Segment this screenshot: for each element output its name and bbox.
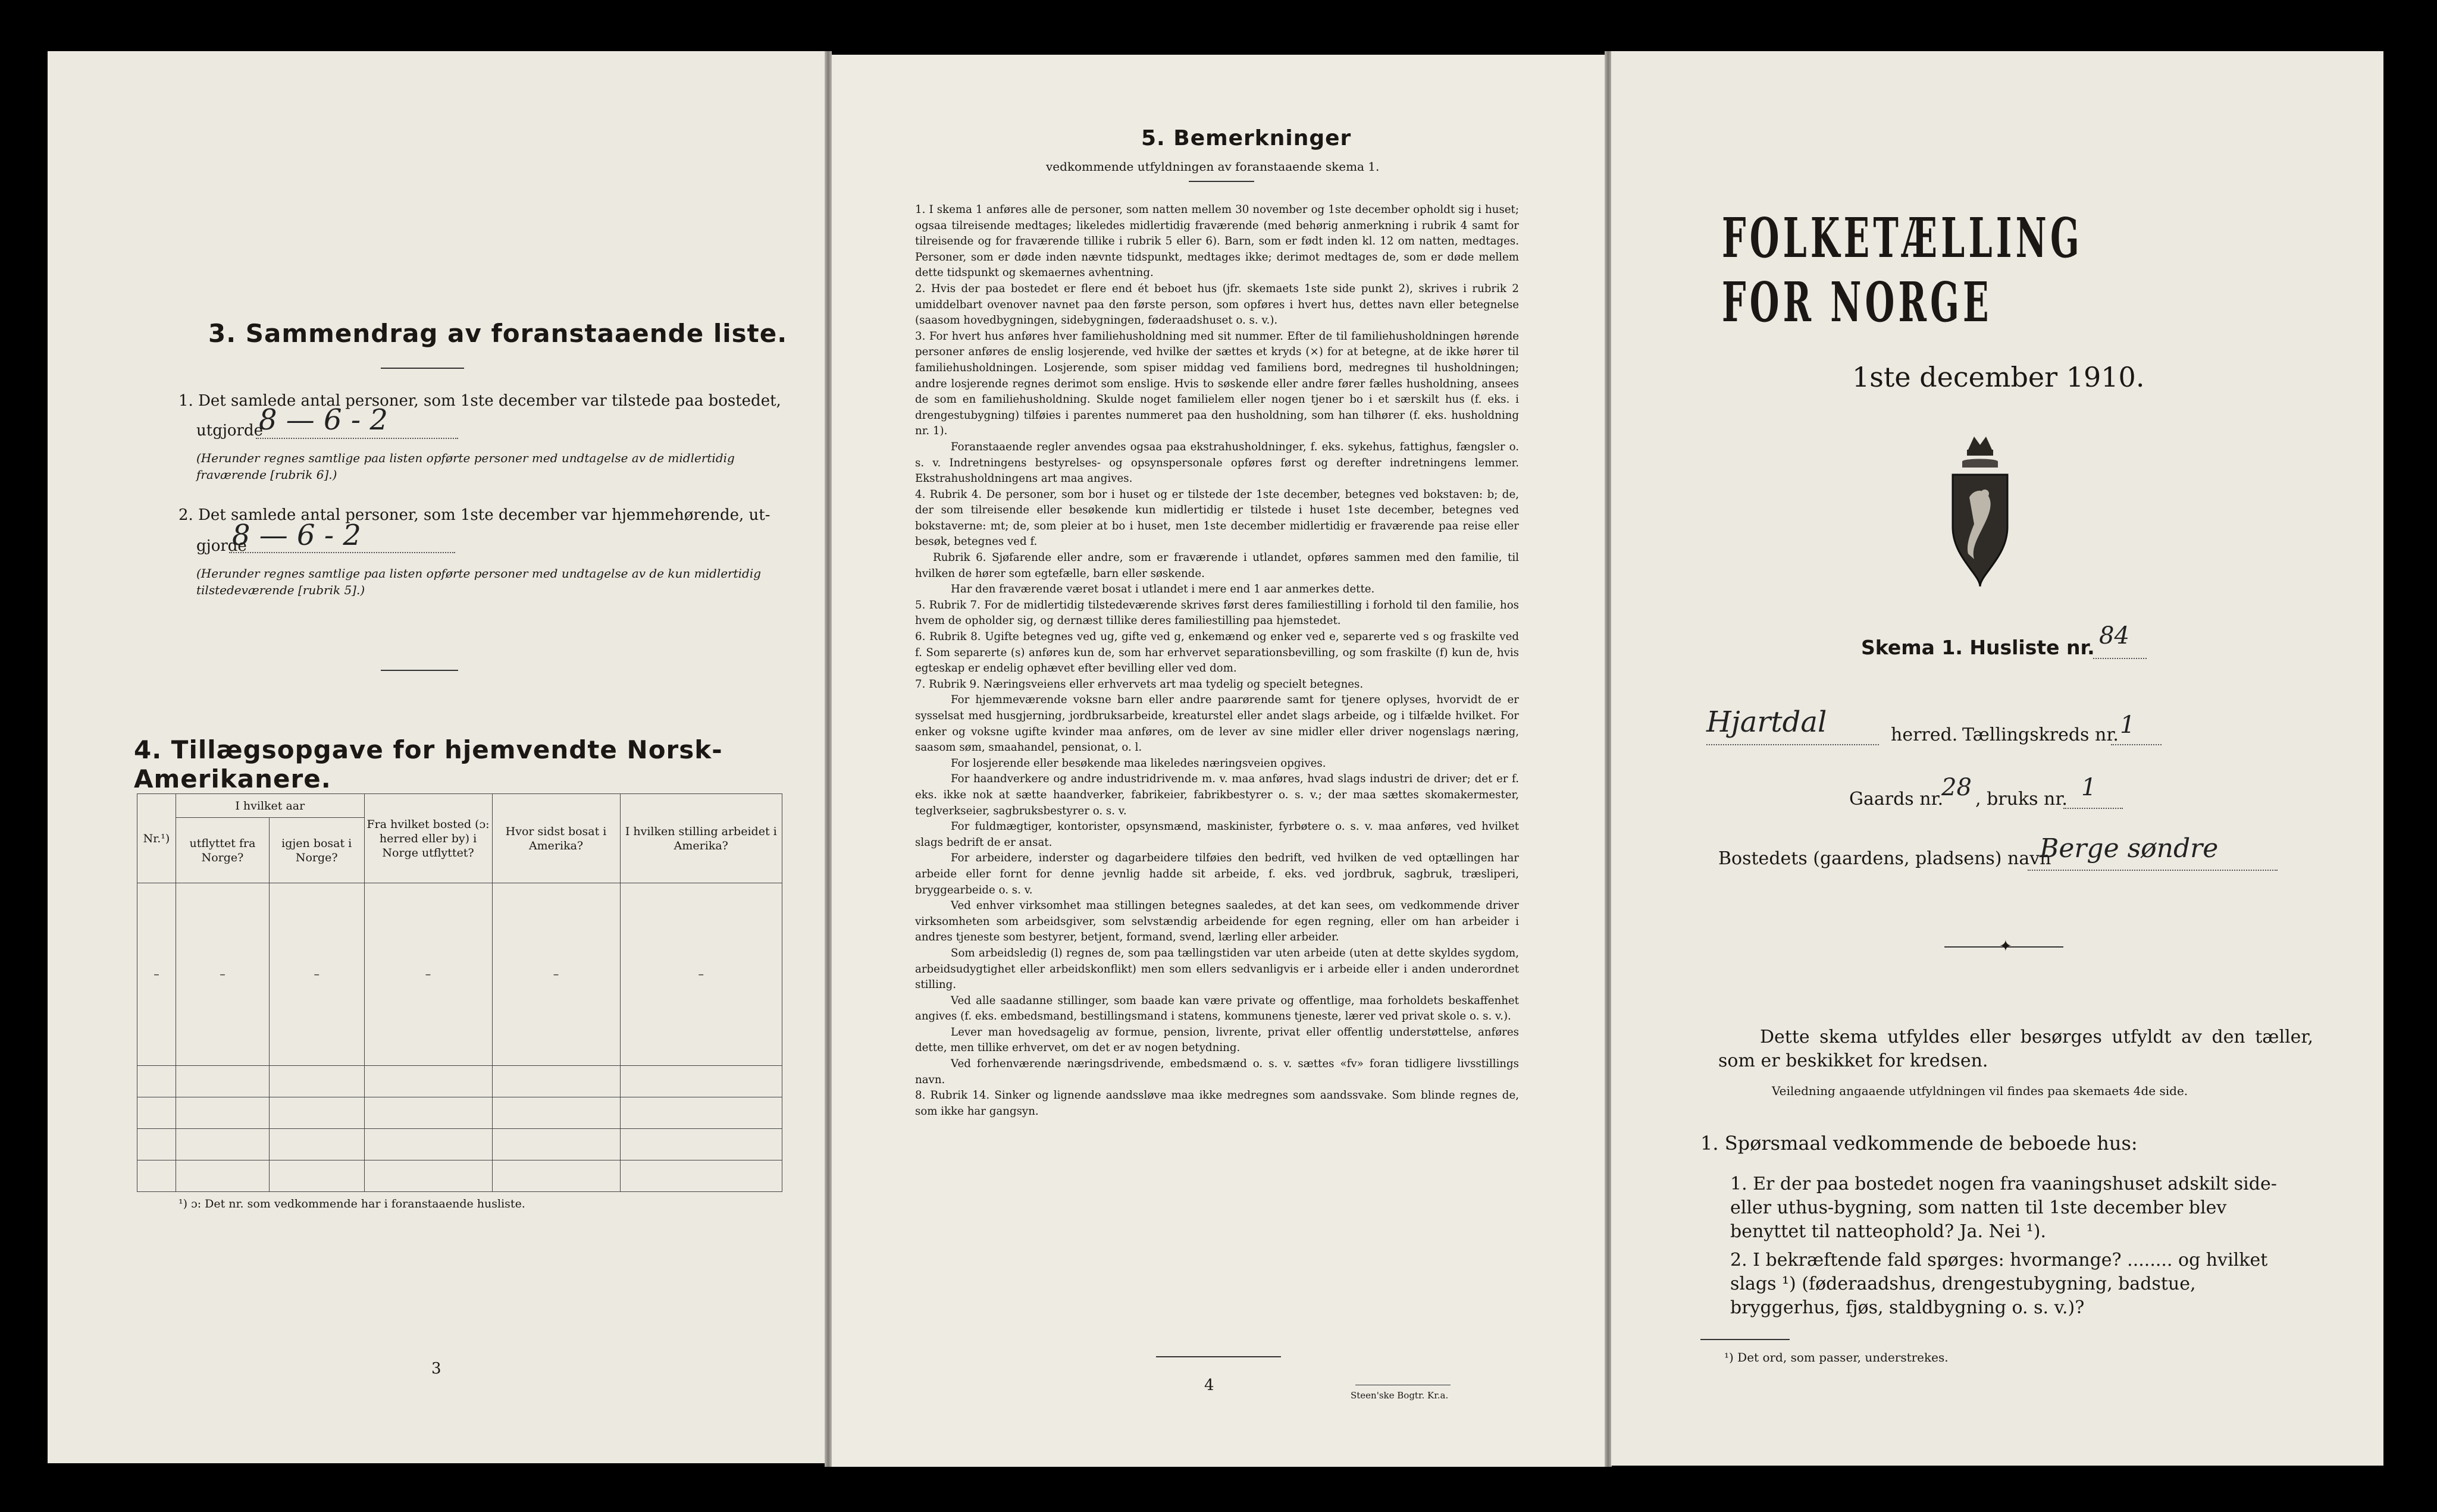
remark-item: 8. Rubrik 14. Sinker og lignende aandssløve maa ikke medregnes som aandssvake. Som blinde regnes de, som ikke har gangsyn. bbox=[915, 1089, 1519, 1118]
fill-line bbox=[1706, 744, 1879, 745]
col-nr: Nr.¹) bbox=[137, 794, 176, 883]
instruction-text: Dette skema utfyldes eller besørges utfyldt av den tæller, som er beskikket for kredsen. bbox=[1718, 1027, 2313, 1071]
remark-item: Ved forhenværende næringsdrivende, embedsmænd o. s. v. sættes «fv» foran tidligere livsstillings navn. bbox=[915, 1058, 1519, 1086]
page-4 bbox=[832, 55, 1608, 1467]
fill-line bbox=[2093, 658, 2147, 659]
page-number: 3 bbox=[431, 1360, 441, 1378]
remark-item: For arbeidere, inderster og dagarbeidere tilføies den bedrift, ved hvilken de ved optællingen har arbeide eller fornt for denne jevnlig hadde sit arbeide, f. eks. ved jordbruk, sagbruk, træsliperi, bryggearbeide o. s. v. bbox=[915, 852, 1519, 896]
table-footnote: ¹) ɔ: Det nr. som vedkommende har i foranstaaende husliste. bbox=[178, 1197, 525, 1210]
bruks-value: 1 bbox=[2081, 774, 2097, 801]
summary-item-2: 2. Det samlede antal personer, som 1ste december var hjemmehørende, ut- bbox=[178, 506, 770, 524]
remark-item: Har den fraværende været bosat i utlandet i mere end 1 aar anmerkes dette. bbox=[951, 583, 1375, 596]
summary-item-1-prefix: utgjorde bbox=[196, 422, 264, 440]
remark-item: For hjemmeværende voksne barn eller andre paarørende samt for tjenere oplyses, hvorvidt de er sysselsat med husgjerning, jordbruksarbeide, kreaturstel eller andet slags arbeide, og i tilfælde hvilket. For enker og voksne ugifte kvinder maa anføres, om de lever av sine midler eller driver nogenslags næring, saasom søm, smaahandel, pensionat, o. l. bbox=[915, 694, 1519, 754]
ornament-icon: ✦ bbox=[1999, 937, 2012, 955]
summary-item-1-value: 8 — 6 - 2 bbox=[259, 403, 388, 437]
col-position: I hvilken stilling arbeidet i Amerika? bbox=[620, 794, 782, 883]
page-3 bbox=[48, 51, 827, 1463]
col-returned: igjen bosat i Norge? bbox=[269, 818, 364, 883]
instruction-note: Veiledning angaaende utfyldningen vil findes paa skemaets 4de side. bbox=[1772, 1084, 2188, 1098]
summary-item-2-value: 8 — 6 - 2 bbox=[232, 519, 361, 552]
remarks-list bbox=[915, 202, 1519, 1119]
skema-label: Skema 1. Husliste nr. bbox=[1861, 636, 2095, 659]
heading-remarks: 5. Bemerkninger bbox=[1141, 126, 1352, 150]
remark-item: Rubrik 6. Sjøfarende eller andre, som er fraværende i utlandet, opføres sammen med den familie, til hvilken de hører som egtefælle, barn eller søskende. bbox=[915, 551, 1519, 580]
remark-item: Som arbeidsledig (l) regnes de, som paa tællingstiden var uten arbeide (uten at dette skyldes sygdom, arbeidsudygtighet eller arbeidskonflikt) men som ellers sedvanligvis er i arbeide eller i anden underordnet stilling. bbox=[915, 946, 1519, 992]
divider bbox=[381, 368, 464, 369]
remark-item: Foranstaaende regler anvendes ogsaa paa ekstrahusholdninger, f. eks. sykehus, fattighus, fængsler o. s. v. Indretningens bestyrelses- og opsynspersonale opføres først og derefter indretningens lemmer. Ekstrahusholdningens art maa angives. bbox=[915, 440, 1519, 485]
remark-item: 1. I skema 1 anføres alle de personer, som natten mellem 30 november og 1ste december opholdt sig i huset; ogsaa tilreisende medtages; likeledes midlertidig fraværende (med behørig anmerkning i rubrik 4 samt for tilreisende og for fraværende tillike i rubrik 5 eller 6). Barn, som er født inden kl. 12 om natten, medtages. Personer, som er døde inden nævnte tidspunkt, medtages ikke; derimot medtages de, som er døde mellem dette tidspunkt og skemaernes avhentning. bbox=[915, 203, 1519, 280]
table-row bbox=[137, 1097, 782, 1129]
remark-item: Ved enhver virksomhet maa stillingen betegnes saaledes, at det kan sees, om vedkommende driver virksomheten som arbeidsgiver, som selvstændig arbeidende for egen regning, eller om han arbeider i andres tjeneste som bestyrer, betjent, formand, svend, lærling eller arbeider. bbox=[915, 899, 1519, 944]
remark-item: For losjerende eller besøkende maa likeledes næringsveien opgives. bbox=[951, 757, 1326, 770]
heading-summary: 3. Sammendrag av foranstaaende liste. bbox=[208, 319, 788, 348]
gaards-label: Gaards nr. bbox=[1849, 789, 1944, 810]
fill-line bbox=[2063, 808, 2123, 809]
table-row bbox=[137, 1160, 782, 1192]
bruks-label: , bruks nr. bbox=[1975, 789, 2068, 810]
col-where: Hvor sidst bosat i Amerika? bbox=[492, 794, 620, 883]
page-1 bbox=[1611, 51, 2383, 1466]
remark-item: 2. Hvis der paa bostedet er flere end ét beboet hus (jfr. skemaets 1ste side punkt 2), skrives i rubrik 2 umiddelbart ovenover navnet paa den første person, som opføres i hvert hus, dettes navn eller betegnelse (saasom hovedbygningen, sidebygningen, føderaadshuset o. s. v.). bbox=[915, 282, 1519, 327]
coat-of-arms-icon bbox=[1944, 432, 2016, 592]
remark-item: 4. Rubrik 4. De personer, som bor i huset og er tilstede der 1ste december, betegnes ved bokstaven: b; de, der som tilreisende eller besøkende kun midlertidig er tilstede i huset 1ste december, betegnes ved bokstaverne: mt; de, som pleier at bo i huset, men 1ste december midlertidig er fraværende paa reise eller besøk, betegnes ved f. bbox=[915, 488, 1519, 548]
remark-item: Ved alle saadanne stillinger, som baade kan være private og offentlige, maa forholdets beskaffenhet angives (f. eks. embedsmand, bestillingsmand i statens, kommunens tjeneste, lærer ved privat skole o. s. v.). bbox=[915, 994, 1519, 1023]
kreds-value: 1 bbox=[2120, 711, 2135, 739]
herred-label: herred. bbox=[1891, 724, 1958, 745]
supplement-table bbox=[137, 793, 782, 1192]
remark-item: 7. Rubrik 9. Næringsveiens eller erhvervets art maa tydelig og specielt betegnes. bbox=[915, 677, 1364, 691]
husliste-nr-value: 84 bbox=[2099, 622, 2129, 650]
remark-item: For haandverkere og andre industridrivende m. v. maa anføres, hvad slags industri de driver; det er f. eks. ikke nok at sætte haandverker, fabrikeier, fabrikbestyrer o. s. v.; der maa sættes skomakermester, teglverkseier, sagbruksbestyrer o. s. v. bbox=[915, 773, 1519, 817]
divider bbox=[381, 670, 458, 671]
herred-value: Hjartdal bbox=[1706, 705, 1827, 739]
heading-supplement: 4. Tillægsopgave for hjemvendte Norsk-Amerikanere. bbox=[134, 735, 723, 793]
fill-line bbox=[2028, 870, 2278, 871]
table-row bbox=[137, 1129, 782, 1160]
col-from: Fra hvilket bosted (ɔ: herred eller by) i Norge utflyttet? bbox=[364, 794, 492, 883]
subheading-remarks: vedkommende utfyldningen av foranstaaende skema 1. bbox=[1046, 159, 1380, 174]
page-fold bbox=[825, 51, 832, 1467]
divider bbox=[1700, 1339, 1790, 1340]
kreds-label: Tællingskreds nr. bbox=[1962, 724, 2119, 745]
census-date: 1ste december 1910. bbox=[1852, 361, 2145, 393]
divider bbox=[1189, 181, 1254, 182]
remark-item: 3. For hvert hus anføres hver familiehusholdning med sit nummer. Efter de til familiehusholdningen hørende personer anføres de enslig losjerende, ved hvilke der sættes et kryds (×) for at betegne, at de ikke hører til familiehusholdningen. Losjerende, som spiser middag ved familiens bord, medregnes til husholdningen; andre losjerende regnes derimot som enslige. Hvis to søskende eller andre fører fælles husholdning, ansees de som en familiehusholdning. Skulde noget familielem eller nogen tjener bo i et særskilt hus (f. eks. i drengestubygning) tilføies i parentes nummeret paa den husholdning, som han tilhører (f. eks. husholdning nr. 1). bbox=[915, 330, 1519, 438]
bosted-value: Berge søndre bbox=[2040, 833, 2219, 864]
question-1-1: 1. Er der paa bostedet nogen fra vaaningshuset adskilt side- eller uthus-bygning, som natten til 1ste december blev benyttet til natteophold? Ja. Nei ¹). bbox=[1730, 1174, 2277, 1242]
page-footnote: ¹) Det ord, som passer, understrekes. bbox=[1724, 1350, 1949, 1364]
summary-item-2-prefix: gjorde bbox=[196, 537, 247, 555]
census-title: FOLKETÆLLING FOR NORGE bbox=[1722, 206, 2083, 334]
divider bbox=[1156, 1356, 1281, 1357]
summary-item-2-note: (Herunder regnes samtlige paa listen opførte personer med undtagelse av de kun midlertidig tilstedeværende [rubrik 5].) bbox=[196, 566, 762, 597]
fill-line bbox=[256, 438, 458, 439]
fill-line bbox=[2111, 744, 2162, 745]
table-row bbox=[137, 1066, 782, 1097]
page-number: 4 bbox=[1204, 1376, 1214, 1394]
table-row: – – – – – – bbox=[137, 883, 782, 1066]
printer-mark: Steen'ske Bogtr. Kr.a. bbox=[1351, 1390, 1449, 1401]
gaards-value: 28 bbox=[1941, 774, 1972, 801]
col-emigrated: utflyttet fra Norge? bbox=[176, 818, 270, 883]
col-year-group: I hvilket aar bbox=[176, 794, 365, 818]
remark-item: 5. Rubrik 7. For de midlertidig tilstedeværende skrives først deres familiestilling i forhold til den familie, hos hvem de opholder sig, og dernæst tillike deres familiestilling paa hjemstedet. bbox=[915, 598, 1519, 628]
summary-item-1-note: (Herunder regnes samtlige paa listen opførte personer med undtagelse av de midlertidig fraværende [rubrik 6].) bbox=[196, 451, 735, 482]
fill-line bbox=[229, 552, 455, 553]
question-1-heading: 1. Spørsmaal vedkommende de beboede hus: bbox=[1700, 1132, 2138, 1155]
remark-item: Lever man hovedsagelig av formue, pension, livrente, privat eller offentlig understøttelse, anføres dette, men tillike erhvervet, om det er av nogen betydning. bbox=[915, 1025, 1519, 1055]
remark-item: For fuldmægtiger, kontorister, opsynsmænd, maskinister, fyrbøtere o. s. v. maa anføres, ved hvilket slags bedrift de er ansat. bbox=[915, 820, 1519, 849]
remark-item: 6. Rubrik 8. Ugifte betegnes ved ug, gifte ved g, enkemænd og enker ved e, separerte ved s og fraskilte ved f. Som separerte (s) anføres kun de, som har erhvervet separationsbevilling, og som fraskilte (f) kun de, hvis egteskap er endelig ophævet efter bevilling eller ved dom. bbox=[915, 630, 1519, 675]
summary-item-1: 1. Det samlede antal personer, som 1ste december var tilstede paa bostedet, bbox=[178, 392, 781, 410]
question-1-2: 2. I bekræftende fald spørges: hvormange? ........ og hvilket slags ¹) (føderaadshus, drengestubygning, badstue, bryggerhus, fjøs, staldbygning o. s. v.)? bbox=[1730, 1250, 2268, 1318]
bosted-label: Bostedets (gaardens, pladsens) navn bbox=[1718, 848, 2051, 869]
